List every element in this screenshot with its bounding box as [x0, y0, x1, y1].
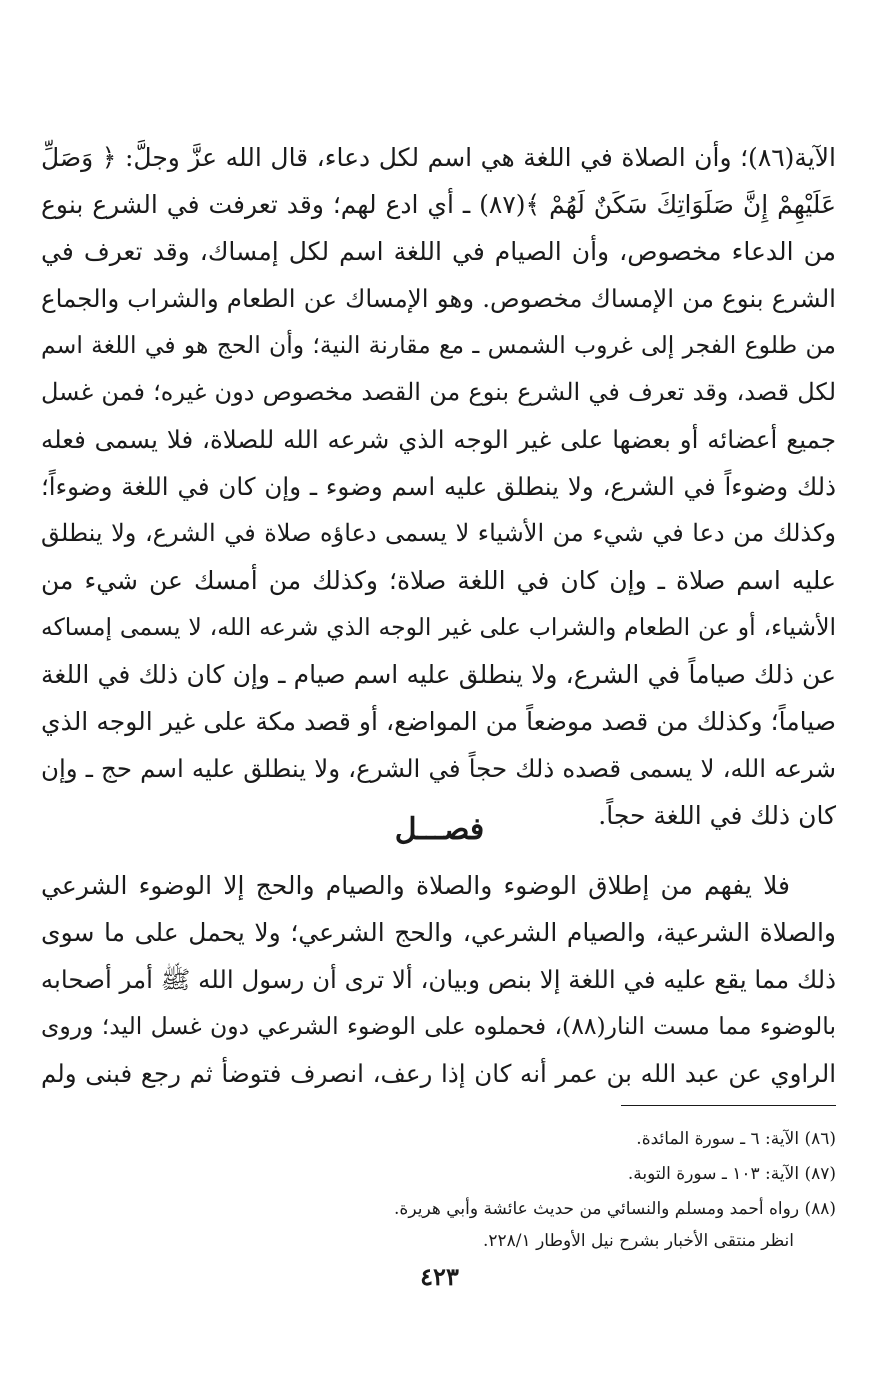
- footnote-86: (٨٦) الآية: ٦ ـ سورة المائدة.: [636, 1129, 836, 1149]
- paragraph-1-line: الشرع بنوع من الإمساك مخصوص. وهو الإمساك عن الطعام والشراب والجماع: [41, 284, 836, 313]
- paragraph-1-line: الأشياء، أو عن الطعام والشراب على غير الوجه الذي شرعه الله، لا يسمى إمساكه: [41, 613, 836, 641]
- footnotes: [41, 1122, 836, 1255]
- paragraph-1-line: وكذلك من دعا في شيء من الأشياء لا يسمى دعاؤه صلاة في الشرع، ولا ينطلق: [41, 519, 836, 547]
- paragraph-1-line: لكل قصد، وقد تعرف في الشرع بنوع من القصد مخصوص دون غيره؛ فمن غسل: [41, 378, 837, 406]
- footnote-divider: [621, 1105, 836, 1106]
- paragraph-1-line: جميع أعضائه أو بعضها على غير الوجه الذي شرعه الله للصلاة، فلا يسمى فعله: [41, 425, 836, 454]
- footnote-88: (٨٨) رواه أحمد ومسلم والنسائي من حديث عائشة وأبي هريرة.: [394, 1199, 836, 1219]
- paragraph-1-line: كان ذلك في اللغة حجاً.: [598, 801, 836, 830]
- paragraph-1-line: صياماً؛ وكذلك من قصد موضعاً من المواضع، أو قصد مكة على غير الوجه الذي: [41, 707, 836, 736]
- footnote-88-continuation: انظر منتقى الأخبار بشرح نيل الأوطار ٢٢٨/١.: [483, 1231, 794, 1251]
- paragraph-2-line: الراوي عن عبد الله بن عمر أنه كان إذا رعف، انصرف فتوضأ ثم رجع فبنى ولم: [41, 1059, 836, 1088]
- section-heading: فصـــل: [394, 812, 485, 847]
- paragraph-2: [41, 862, 836, 1097]
- paragraph-1-line: عَلَيْهِمْ إِنَّ صَلَوَاتِكَ سَكَنٌ لَهُمْ ﴾(٨٧) ـ أي ادع لهم؛ وقد تعرفت في الشرع بنوع: [41, 190, 836, 219]
- paragraph-1-line: عليه اسم صلاة ـ وإن كان في اللغة صلاة؛ وكذلك من أمسك عن شيء من: [41, 566, 836, 595]
- paragraph-2-line: والصلاة الشرعية، والصيام الشرعي، والحج الشرعي؛ ولا يحمل على ما سوى: [41, 918, 836, 947]
- paragraph-1-line: من الدعاء مخصوص، وأن الصيام في اللغة اسم لكل إمساك، وقد تعرف في: [41, 237, 836, 266]
- page-number: ٤٢٣: [420, 1262, 459, 1291]
- paragraph-1-line: الآية(٨٦)؛ وأن الصلاة في اللغة هي اسم لكل دعاء، قال الله عزَّ وجلَّ: ﴿ وَصَلِّ: [41, 143, 836, 172]
- paragraph-2-line: فلا يفهم من إطلاق الوضوء والصلاة والصيام والحج إلا الوضوء الشرعي: [41, 871, 790, 900]
- paragraph-1-line: من طلوع الفجر إلى غروب الشمس ـ مع مقارنة النية؛ وأن الحج هو في اللغة اسم: [41, 331, 836, 359]
- paragraph-1-line: عن ذلك صياماً في الشرع، ولا ينطلق عليه اسم صيام ـ وإن كان ذلك في اللغة: [41, 660, 836, 689]
- paragraph-2-line: ذلك مما يقع عليه في اللغة إلا بنص وبيان، ألا ترى أن رسول الله ﷺ أمر أصحابه: [40, 965, 836, 994]
- paragraph-2-line: بالوضوء مما مست النار(٨٨)، فحملوه على الوضوء الشرعي دون غسل اليد؛ وروى: [41, 1012, 836, 1040]
- footnote-87: (٨٧) الآية: ١٠٣ ـ سورة التوبة.: [627, 1164, 836, 1184]
- paragraph-1-line: ذلك وضوءاً في الشرع، ولا ينطلق عليه اسم وضوء ـ وإن كان في اللغة وضوءاً؛: [41, 472, 836, 501]
- paragraph-1: [41, 134, 836, 839]
- paragraph-1-line: شرعه الله، لا يسمى قصده ذلك حجاً في الشرع، ولا ينطلق عليه اسم حج ـ وإن: [41, 754, 836, 783]
